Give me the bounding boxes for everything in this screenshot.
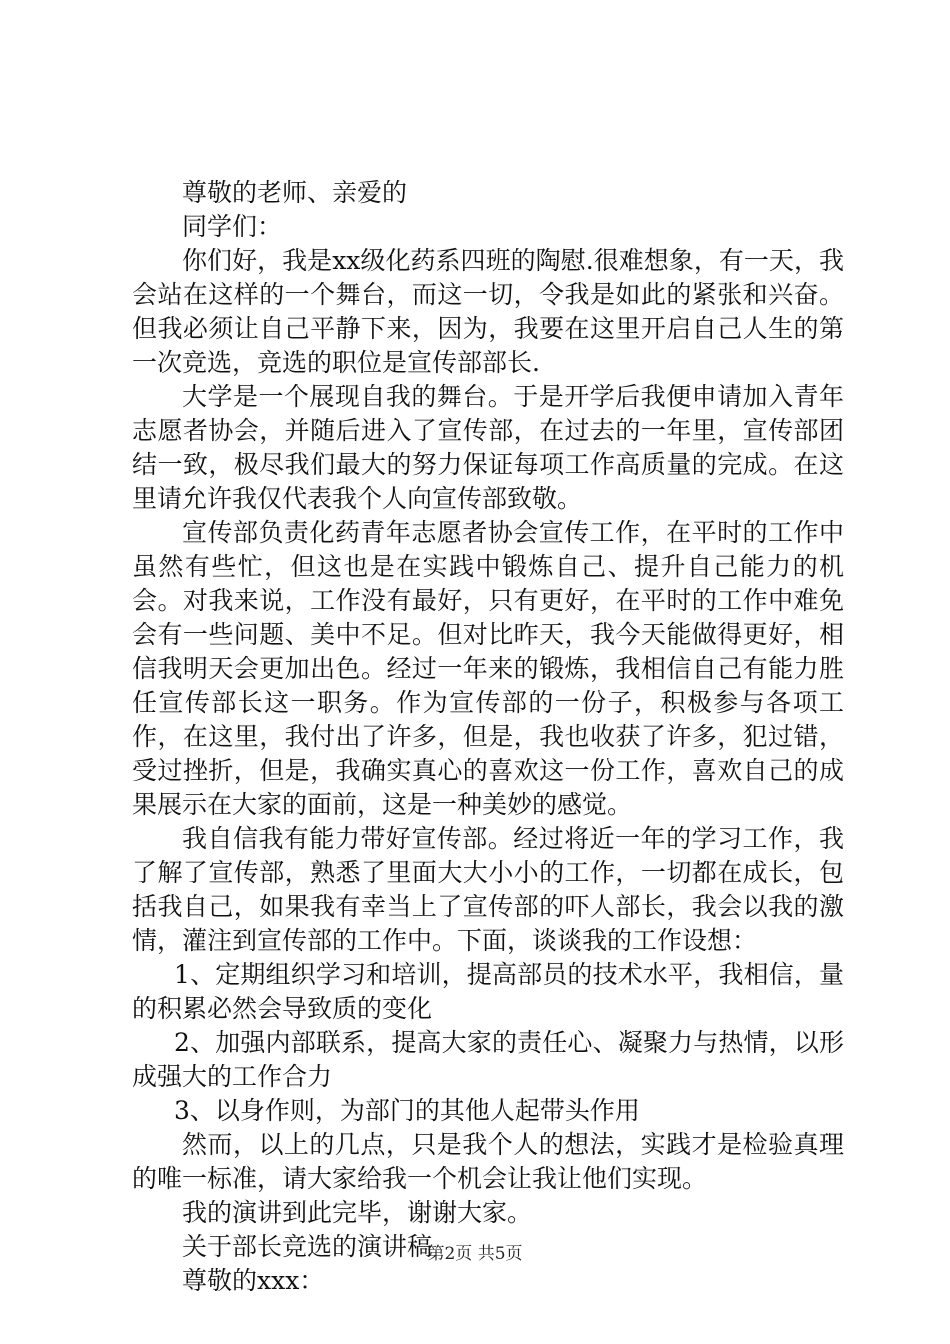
- list-item-1: 1、定期组织学习和培训，提高部员的技术水平，我相信，量的积累必然会导致质的变化: [132, 960, 844, 1023]
- next-section-title: 关于部长竞选的演讲稿: [182, 1232, 433, 1261]
- document-body: [132, 176, 844, 1298]
- paragraph-university: 大学是一个展现自我的舞台。于是开学后我便申请加入青年志愿者协会，并随后进入了宣传部，在过去的一年里，宣传部团结一致，极尽我们最大的努力保证每项工作高质量的完成。在这里请允许我仅代表我个人向宣传部致敬。: [132, 382, 844, 513]
- next-section-salutation: 尊敬的xxx：: [182, 1266, 325, 1295]
- salutation-line-2: 同学们：: [182, 212, 283, 241]
- list-item-2: 2、加强内部联系，提高大家的责任心、凝聚力与热情，以形成强大的工作合力: [132, 1028, 844, 1091]
- paragraph-intro: 你们好，我是xx级化药系四班的陶慰.很难想象，有一天，我会站在这样的一个舞台，而这一切，令我是如此的紧张和兴奋。但我必须让自己平静下来，因为，我要在这里开启自己人生的第一次竞选，竞选的职位是宣传部部长.: [132, 246, 844, 377]
- list-item-3: 3、以身作则，为部门的其他人起带头作用: [174, 1096, 640, 1125]
- paragraph-conclusion: 然而，以上的几点，只是我个人的想法，实践才是检验真理的唯一标准，请大家给我一个机会让我让他们实现。: [132, 1130, 844, 1193]
- paragraph-department-work: 宣传部负责化药青年志愿者协会宣传工作，在平时的工作中虽然有些忙，但这也是在实践中锻炼自己、提升自己能力的机会。对我来说，工作没有最好，只有更好，在平时的工作中难免会有一些问题、美中不足。但对比昨天，我今天能做得更好，相信我明天会更加出色。经过一年来的锻炼，我相信自己有能力胜任宣传部长这一职务。作为宣传部的一份子，积极参与各项工作，在这里，我付出了许多，但是，我也收获了许多，犯过错，受过挫折，但是，我确实真心的喜欢这一份工作，喜欢自己的成果展示在大家的面前，这是一种美妙的感觉。: [132, 518, 844, 819]
- page-footer: 第2页 共5页: [427, 1244, 523, 1264]
- paragraph-confidence: 我自信我有能力带好宣传部。经过将近一年的学习工作，我了解了宣传部，熟悉了里面大大小小的工作，一切都在成长，包括我自己，如果我有幸当上了宣传部的吓人部长，我会以我的激情，灌注到宣传部的工作中。下面，谈谈我的工作设想：: [132, 824, 844, 955]
- salutation-line-1: 尊敬的老师、亲爱的: [182, 178, 408, 207]
- closing-line: 我的演讲到此完毕，谢谢大家。: [182, 1198, 533, 1227]
